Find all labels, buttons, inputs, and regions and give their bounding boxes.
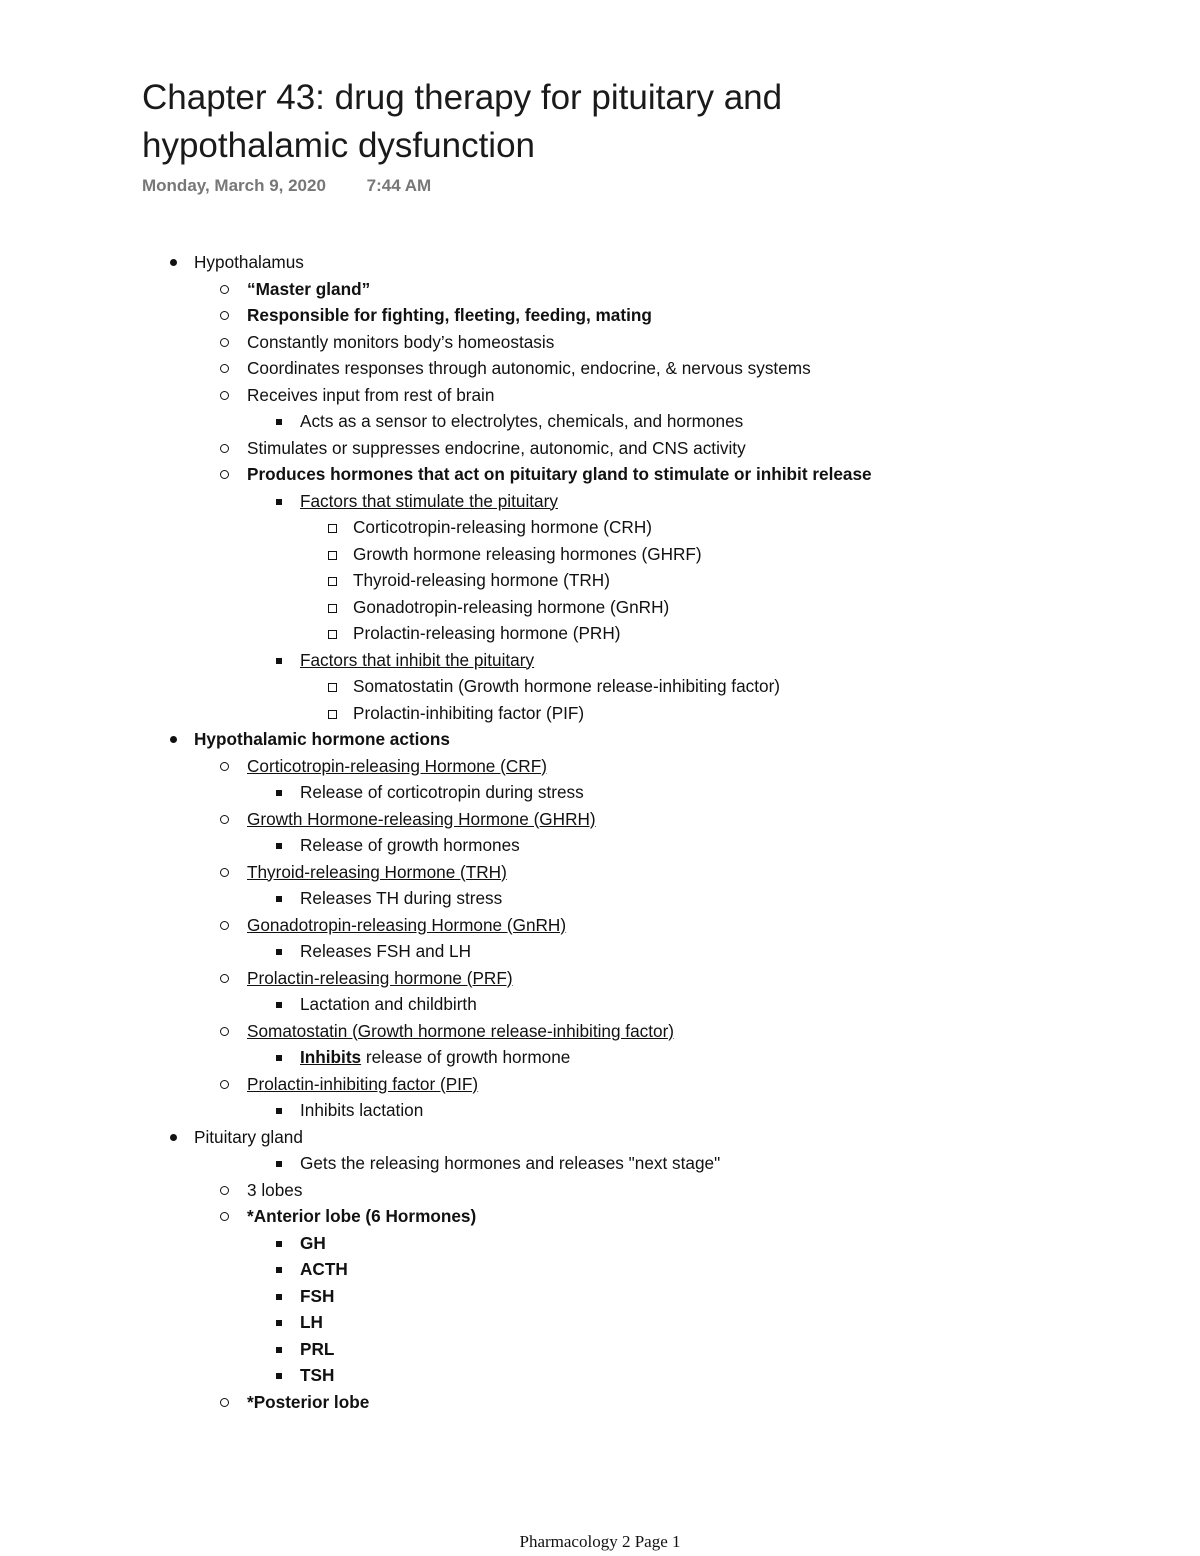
list-item: Prolactin-inhibiting factor (PIF) xyxy=(353,702,585,723)
list-item: Acts as a sensor to electrolytes, chemicals, and hormones xyxy=(300,411,744,431)
list-item: 3 lobes xyxy=(247,1179,303,1200)
list-item: Corticotropin-releasing Hormone (CRF) xyxy=(247,755,547,776)
list-item: Hypothalamic hormone actions xyxy=(194,729,450,749)
list-item: Gonadotropin-releasing Hormone (GnRH) xyxy=(247,914,567,935)
list-item: Inhibits lactation xyxy=(300,1100,424,1120)
list-item: Pituitary gland xyxy=(194,1126,303,1147)
list-item: FSH xyxy=(300,1285,335,1306)
list-item: Thyroid-releasing hormone (TRH) xyxy=(353,570,610,590)
list-item: Releases FSH and LH xyxy=(300,941,472,961)
list-item: Factors that inhibit the pituitary xyxy=(300,649,535,670)
list-item: Prolactin-releasing hormone (PRF) xyxy=(247,967,513,988)
list-item: “Master gland” xyxy=(247,278,371,299)
list-item: Prolactin-releasing hormone (PRH) xyxy=(353,623,621,643)
list-item: Stimulates or suppresses endocrine, autonomic, and CNS activity xyxy=(247,437,746,458)
list-item: Coordinates responses through autonomic, endocrine, & nervous systems xyxy=(247,358,811,378)
list-item: Release of growth hormones xyxy=(300,835,520,855)
list-item: Responsible for fighting, fleeting, feeding, mating xyxy=(247,305,652,325)
list-item: GH xyxy=(300,1232,326,1253)
list-item: Releases TH during stress xyxy=(300,888,503,908)
list-item: Release of corticotropin during stress xyxy=(300,782,584,802)
list-item: LH xyxy=(300,1312,323,1332)
page-footer: Pharmacology 2 Page 1 xyxy=(519,1532,681,1551)
list-item: Corticotropin-releasing hormone (CRH) xyxy=(353,517,652,537)
list-item: Produces hormones that act on pituitary gland to stimulate or inhibit release xyxy=(247,464,872,484)
note-date: Monday, March 9, 2020 xyxy=(142,176,326,195)
list-item: PRL xyxy=(300,1338,335,1359)
list-item: Gets the releasing hormones and releases "next stage" xyxy=(300,1153,721,1173)
list-item: Receives input from rest of brain xyxy=(247,384,495,405)
list-item: Growth hormone releasing hormones (GHRF) xyxy=(353,543,702,564)
list-item: Somatostatin (Growth hormone release-inhibiting factor) xyxy=(247,1020,675,1041)
list-item: Constantly monitors body’s homeostasis xyxy=(247,331,555,352)
note-timestamp xyxy=(142,174,431,198)
list-item: *Anterior lobe (6 Hormones) xyxy=(247,1206,477,1226)
list-item: Prolactin-inhibiting factor (PIF) xyxy=(247,1073,479,1094)
note-time: 7:44 AM xyxy=(366,176,432,195)
list-item: Somatostatin (Growth hormone release-inhibiting factor) xyxy=(353,676,781,696)
list-item: Growth Hormone-releasing Hormone (GHRH) xyxy=(247,808,596,829)
list-item: Gonadotropin-releasing hormone (GnRH) xyxy=(353,596,670,617)
page-title: Chapter 43: drug therapy for pituitary and hypothalamic dysfunction xyxy=(142,78,783,165)
list-item: Hypothalamus xyxy=(194,252,304,272)
list-item: *Posterior lobe xyxy=(247,1391,370,1412)
list-item: TSH xyxy=(300,1365,335,1385)
list-item: Lactation and childbirth xyxy=(300,994,477,1014)
list-item: Factors that stimulate the pituitary xyxy=(300,490,558,511)
outline-list xyxy=(142,249,902,1415)
list-item: Inhibits release of growth hormone xyxy=(300,1047,571,1067)
list-item: Thyroid-releasing Hormone (TRH) xyxy=(247,861,507,882)
list-item: ACTH xyxy=(300,1259,348,1279)
